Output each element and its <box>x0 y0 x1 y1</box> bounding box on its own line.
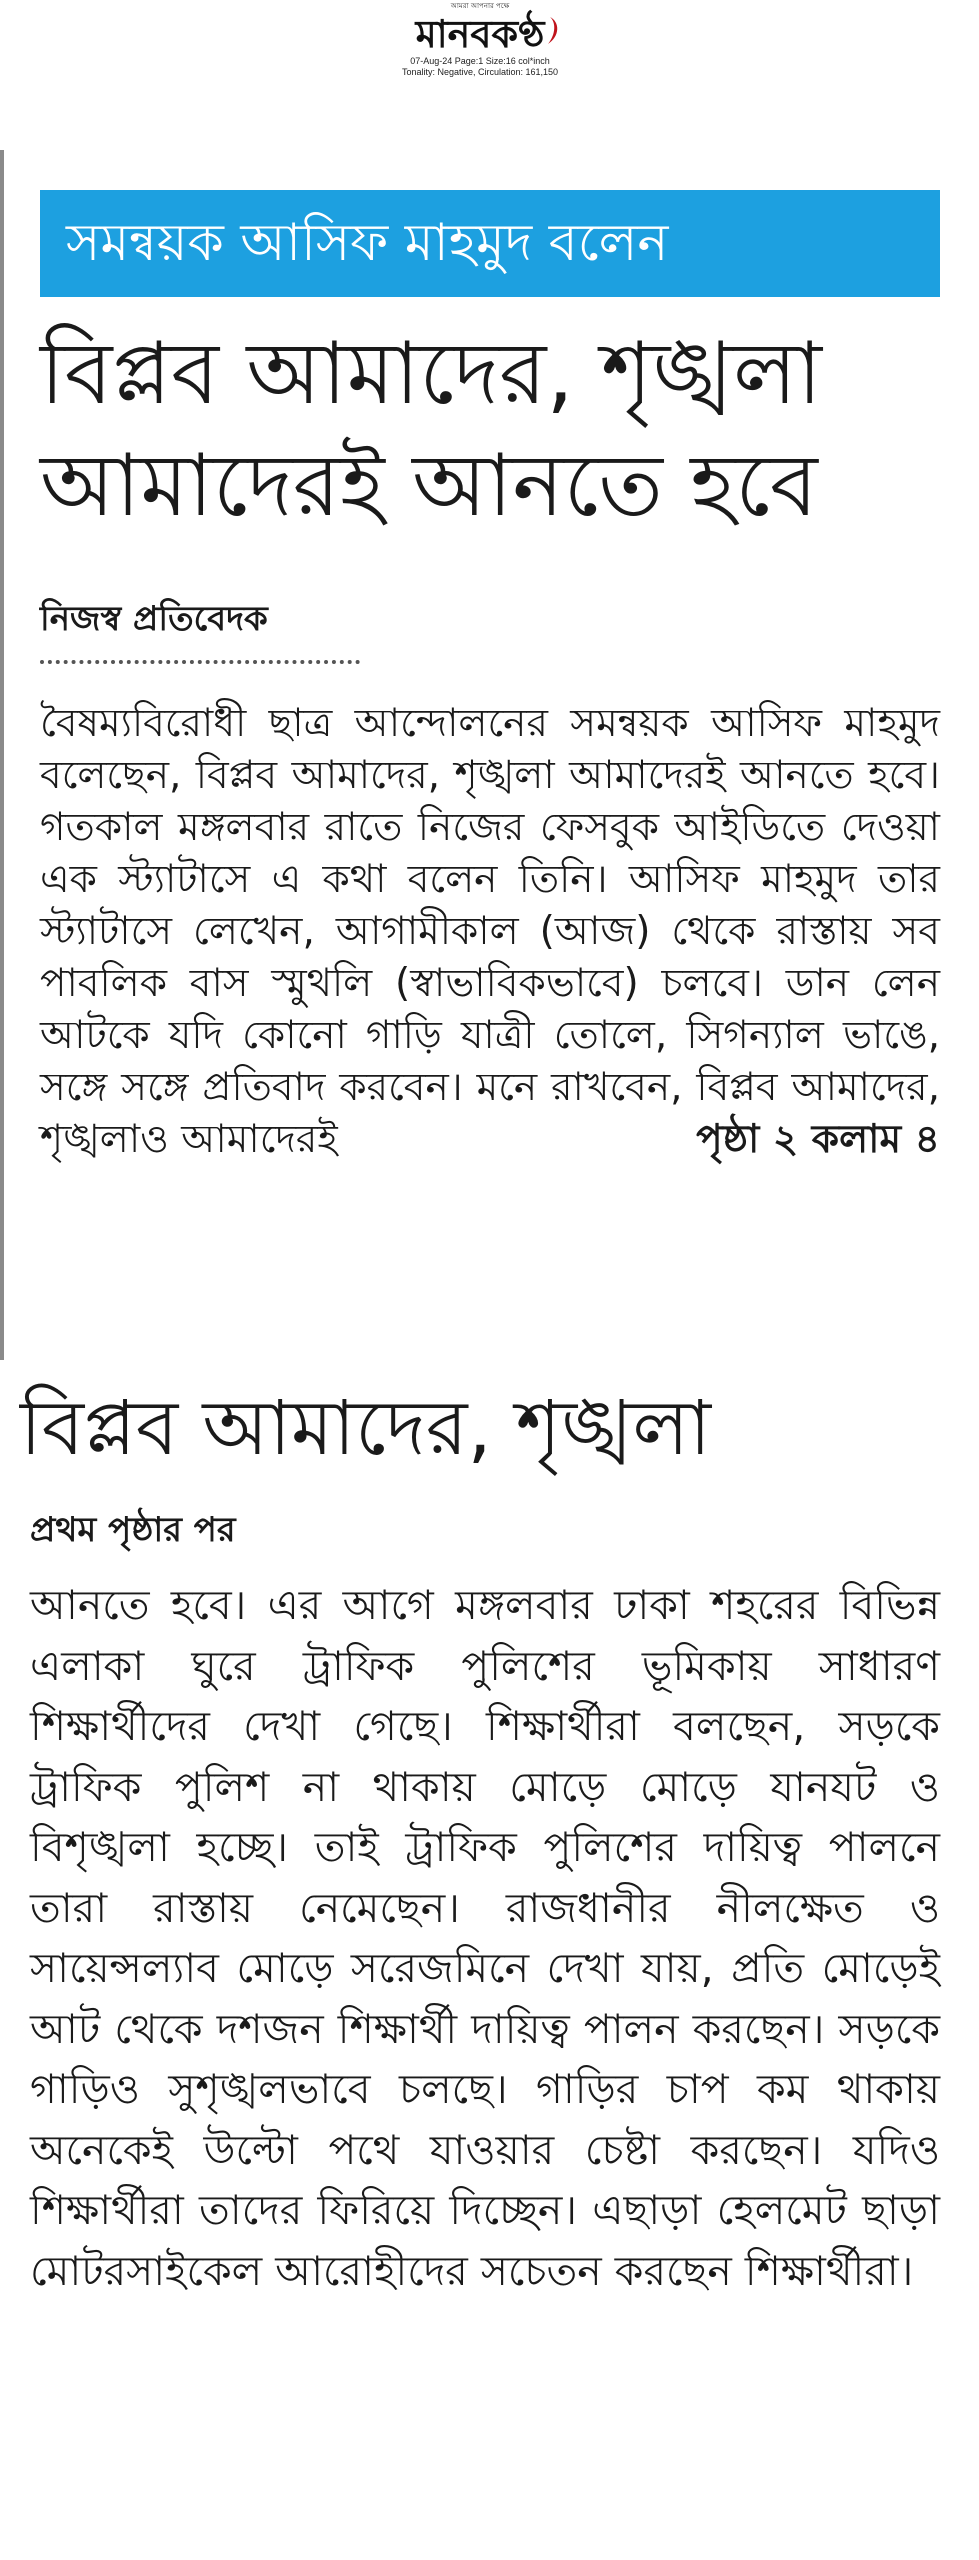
newspaper-logo <box>416 12 545 56</box>
byline-divider <box>40 660 360 664</box>
continuation-headline: বিপ্লব আমাদের, শৃঙ্খলা <box>20 1383 712 1472</box>
masthead <box>330 0 630 90</box>
jump-reference: পৃষ্ঠা ২ কলাম ৪ <box>696 1117 940 1162</box>
continuation-byline: প্রথম পৃষ্ঠার পর <box>30 1510 236 1550</box>
clip-info-line2: Tonality: Negative, Circulation: 161,150 <box>401 67 559 77</box>
continuation-body: আনতে হবে। এর আগে মঙ্গলবার ঢাকা শহরের বিভিন্ন এলাকা ঘুরে ট্রাফিক পুলিশের ভূমিকায় সাধারণ শিক্ষার্থীদের দেখা গেছে। শিক্ষার্থীরা বলছেন, সড়কে ট্রাফিক পুলিশ না থাকায় মোড়ে মোড়ে যানযট ও বিশৃঙ্খলা হচ্ছে। তাই ট্রাফিক পুলিশের দায়িত্ব পালনে তারা রাস্তায় নেমেছেন। রাজধানীর নীলক্ষেত ও সায়েন্সল্যাব মোড়ে সরেজমিনে দেখা যায়, প্রতি মোড়েই আট থেকে দশজন শিক্ষার্থী দায়িত্ব পালন করছেন। সড়কে গাড়িও সুশৃঙ্খলভাবে চলছে। গাড়ির চাপ কম থাকায় অনেকেই উল্টো পথে যাওয়ার চেষ্টা করছেন। যদিও শিক্ষার্থীরা তাদের ফিরিয়ে দিচ্ছেন। এছাড়া হেলমেট ছাড়া মোটরসাইকেল আরোহীদের সচেতন করছেন শিক্ষার্থীরা। <box>30 1581 940 2295</box>
logo-swirl-icon <box>544 14 562 48</box>
article-kicker: সমন্বয়ক আসিফ মাহমুদ বলেন <box>40 190 940 297</box>
masthead-tagline: আমরা আপনার পক্ষে <box>450 2 510 10</box>
article-byline: নিজস্ব প্রতিবেদক <box>40 599 268 639</box>
article-body-text: বৈষম্যবিরোধী ছাত্র আন্দোলনের সমন্বয়ক আসিফ মাহমুদ বলেছেন, বিপ্লব আমাদের, শৃঙ্খলা আমাদেরই আনতে হবে। গতকাল মঙ্গলবার রাতে নিজের ফেসবুক আইডিতে দেওয়া এক স্ট্যাটাসে এ কথা বলেন তিনি। আসিফ মাহমুদ তার স্ট্যাটাসে লেখেন, আগামীকাল (আজ) থেকে রাস্তায় সব পাবলিক বাস স্মুথলি (স্বাভাবিকভাবে) চলবে। ডান লেন আটকে যদি কোনো গাড়ি যাত্রী তোলে, সিগন্যাল ভাঙে, সঙ্গে সঙ্গে প্রতিবাদ করবেন। মনে রাখবেন, বিপ্লব আমাদের, শৃঙ্খলাও আমাদেরই <box>40 701 940 1162</box>
left-column-rule <box>0 150 4 1360</box>
clip-info-line1: 07-Aug-24 Page:1 Size:16 col*inch <box>410 56 550 66</box>
article-headline: বিপ্লব আমাদের, শৃঙ্খলা আমাদেরই আনতে হবে <box>40 324 822 536</box>
logo-text: মানবকণ্ঠ <box>415 11 545 56</box>
article-body <box>40 698 940 1166</box>
